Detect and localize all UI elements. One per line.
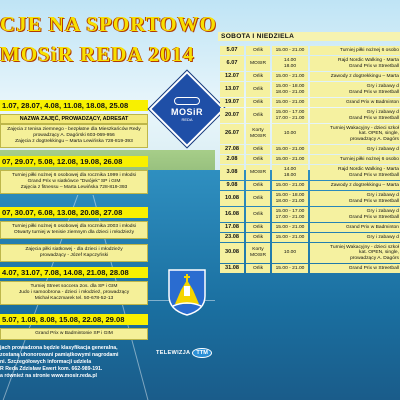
title-line-1: CJE NA SPORTOWO [0,12,217,36]
schedule-cell-desc: Grand Prix w Streetball [310,264,400,273]
schedule-cell-time: 15.00 - 21.00 [272,145,308,154]
block-info [0,124,148,148]
schedule-cell-desc: Gry i zabawy d Grand Prix w Streetball [310,108,400,123]
schedule-cell-time: 15.00 - 18.00 18.00 - 21.00 [272,191,308,206]
block-dates: 4.07, 31.07, 7.08, 14.08, 21.08, 28.08 [0,267,148,278]
info-line: Zajęcia piłki siatkowej - dla dzieci i młodzieży [25,247,123,253]
schedule-cell-time: 15.00 - 21.00 [272,155,308,164]
schedule-cell-desc: Gry i zabawy d [310,233,400,242]
schedule-cell-date: 31.08 [220,264,244,273]
schedule-cell-place: Orlik [246,207,270,222]
schedule-row [220,207,400,222]
schedule-row [220,98,400,107]
schedule-row [220,155,400,164]
info-line: Zajęcia z fitnessu – Marta Lewińska 728-819-393 [20,185,128,191]
schedule-cell-date: 16.08 [220,207,244,222]
footer-line[interactable]: a również na stronie www.mosir.reda.pl [0,373,97,379]
left-block-5 [0,314,148,340]
schedule-cell-place: Orlik [246,181,270,190]
schedule-cell-place: Orlik [246,82,270,97]
schedule-cell-time: 10.00 [272,124,308,144]
schedule-cell-time: 15.00 - 21.00 [272,223,308,232]
schedule-cell-time: 15.00 - 21.00 [272,233,308,242]
left-block-2 [0,156,148,194]
schedule-cell-desc: Rajd Nordic Walking - Marta Grand Prix w Streetball [310,165,400,180]
info-line: Turniej piłki nożnej 6 osobowej dla rocznika 2003 i młodsi [11,224,137,229]
schedule-row [220,46,400,55]
schedule-cell-place: Orlik [246,233,270,242]
block-dates: 07, 29.07, 5.08, 12.08, 19.08, 26.08 [0,156,148,167]
schedule-cell-desc: Gry i zabawy d Grand Prix w Streetball [310,191,400,206]
left-block-1 [0,100,148,148]
schedule-cell-date: 13.07 [220,82,244,97]
mosir-logo-subtext: REDA [181,116,193,122]
schedule-cell-desc: Grand Prix w Badminton [310,223,400,232]
info-line: prowadzący A. Dagórski 603-069-956 [33,133,115,139]
block-dates: 5.07, 1.08, 8.08, 15.08, 22.08, 29.08 [0,314,148,325]
mosir-logo-text: MOSiR [170,106,203,117]
schedule-cell-place: Orlik [246,223,270,232]
schedule-row [220,56,400,71]
schedule-cell-time: 15.00 - 21.00 [272,181,308,190]
schedule-cell-desc: Turniej Wakacyjny - dzieci szkoł kat. OPEN, single, prowadzący A. Dagórs [310,243,400,263]
schedule-cell-time: 15.00 - 18.00 18.00 - 21.00 [272,82,308,97]
schedule-cell-place: Orlik [246,46,270,55]
footer-line: ni. Szczegółowych informacji udziela [0,359,92,365]
schedule-cell-desc: Zawody z dogtrekkingu – Marta [310,181,400,190]
schedule-cell-time: 10.00 [272,243,308,263]
block-info [0,221,148,239]
info-line: Zajęcia z tenisa ziemnego - bezpłatne dla Mieszkańców Redy [7,127,141,132]
info-line: prowadzący - Józef Kapczyński [39,253,109,259]
block-dates: 1.07, 28.07, 4.08, 11.08, 18.08, 25.08 [0,100,148,111]
track-icon [174,97,200,105]
info-line: Zajęcia z dogtrekkingu – Marta Lewińska 728-819-393 [15,139,133,145]
schedule-cell-time: 15.00 - 21.00 [272,264,308,273]
schedule-cell-date: 23.08 [220,233,244,242]
schedule-cell-time: 15.00 - 21.00 [272,46,308,55]
title-line-2: MOSiR REDA 2014 [0,42,195,66]
schedule-cell-date: 3.08 [220,165,244,180]
schedule-table [220,46,400,274]
schedule-cell-desc: Zawody z dogtrekkingu – Marta [310,72,400,81]
info-line: Otwarty turniej w tenisie ziemnym dla dzieci i młodzieży [13,230,135,236]
schedule-cell-date: 17.08 [220,223,244,232]
schedule-cell-place: Korty MOSIR [246,124,270,144]
schedule-cell-place: Orlik [246,155,270,164]
schedule-cell-date: 19.07 [220,98,244,107]
info-line: Judo i samoobrona - dzieci i młodzież, prowadzący [18,290,130,296]
schedule-cell-date: 5.07 [220,46,244,55]
schedule-cell-time: 15.00 - 17.00 17.00 - 21.00 [272,207,308,222]
schedule-cell-desc: Gry i zabawy d Grand Prix w Streetball [310,82,400,97]
schedule-cell-desc: Rajd Nordic Walking - Marta Grand Prix w Streetball [310,56,400,71]
schedule-cell-desc: Turniej piłki nożnej 6 osobo [310,155,400,164]
schedule-cell-place: Orlik [246,191,270,206]
footer-text [0,345,150,380]
schedule-cell-date: 9.08 [220,181,244,190]
schedule-cell-date: 12.07 [220,72,244,81]
block-info [0,170,148,194]
info-line: Turniej piłki nożnej 6 osobowej dla rocznika 1999 i młodsi [11,173,137,178]
schedule-row [220,72,400,81]
schedule-row [220,108,400,123]
info-line: Michał Kaczmarek tel. 50-678-52-13 [34,296,114,302]
info-line: Grand Prix w Badmintonie SP i GIM [35,331,113,336]
schedule-cell-time: 15.00 - 17.00 17.00 - 21.00 [272,108,308,123]
schedule-row [220,82,400,97]
schedule-cell-place: Orlik [246,108,270,123]
schedule-row [220,165,400,180]
schedule-cell-time: 14.00 18.00 [272,56,308,71]
schedule-cell-time: 14.00 18.00 [272,165,308,180]
block-info-extra [0,244,148,262]
info-line: Turniej Street soccera 2os. dla SP i GIM [30,284,118,289]
schedule-header: SOBOTA I NIEDZIELA [218,32,400,41]
schedule-row [220,264,400,273]
schedule-cell-time: 15.00 - 21.00 [272,72,308,81]
tv-logo [156,346,216,360]
schedule-cell-desc: Turniej Wakacyjny - dzieci szkoł kat. OPEN, single, prowadzący A. Dagórs [310,124,400,144]
schedule-cell-date: 10.08 [220,191,244,206]
footer-line: zostaną uhonorowani pamiątkowymi nagrodami [0,352,119,358]
block-dates: 07, 30.07, 6.08, 13.08, 20.08, 27.08 [0,207,148,218]
schedule-cell-place: MOSIR [246,56,270,71]
info-line: Grand Prix w siatkówce "Dwójek" SP i GIM [27,179,121,185]
block-info [0,281,148,305]
schedule-cell-date: 27.08 [220,145,244,154]
schedule-cell-place: Korty MOSIR [246,243,270,263]
schedule-cell-place: MOSIR [246,165,270,180]
schedule-cell-date: 2.08 [220,155,244,164]
schedule-cell-place: Orlik [246,264,270,273]
block-header: NAZWA ZAJĘĆ, PROWADZĄCY, ADRESAT [0,114,148,124]
footer-line: R Reda Zdzisław Ewert kom. 662-989-191. [0,366,103,372]
schedule-row [220,181,400,190]
schedule-cell-date: 30.08 [220,243,244,263]
footer-line: jach prowadzona będzie klasyfikacja generalna, [0,345,118,351]
left-block-3 [0,207,148,262]
mosir-logo [160,82,214,136]
tv-logo-text: TELEWIZJA [156,350,191,356]
schedule-cell-date: 26.07 [220,124,244,144]
schedule-cell-place: Orlik [246,145,270,154]
tv-logo-badge: TTM [192,348,212,358]
schedule-row [220,191,400,206]
schedule-cell-desc: Gry i zabawy d Grand Prix w Streetball [310,207,400,222]
schedule-cell-place: Orlik [246,98,270,107]
reda-crest-icon [167,268,207,316]
schedule-cell-date: 20.07 [220,108,244,123]
schedule-cell-desc: Grand Prix w Badminton [310,98,400,107]
schedule-row [220,223,400,232]
left-block-4 [0,267,148,305]
schedule-cell-desc: Turniej piłki nożnej 6 osobo [310,46,400,55]
schedule-cell-date: 6.07 [220,56,244,71]
block-info [0,328,148,340]
schedule-row [220,233,400,242]
schedule-row [220,145,400,154]
schedule-row [220,124,400,144]
schedule-cell-desc: Gry i zabawy d [310,145,400,154]
schedule-cell-time: 15.00 - 21.00 [272,98,308,107]
schedule-row [220,243,400,263]
schedule-cell-place: Orlik [246,72,270,81]
